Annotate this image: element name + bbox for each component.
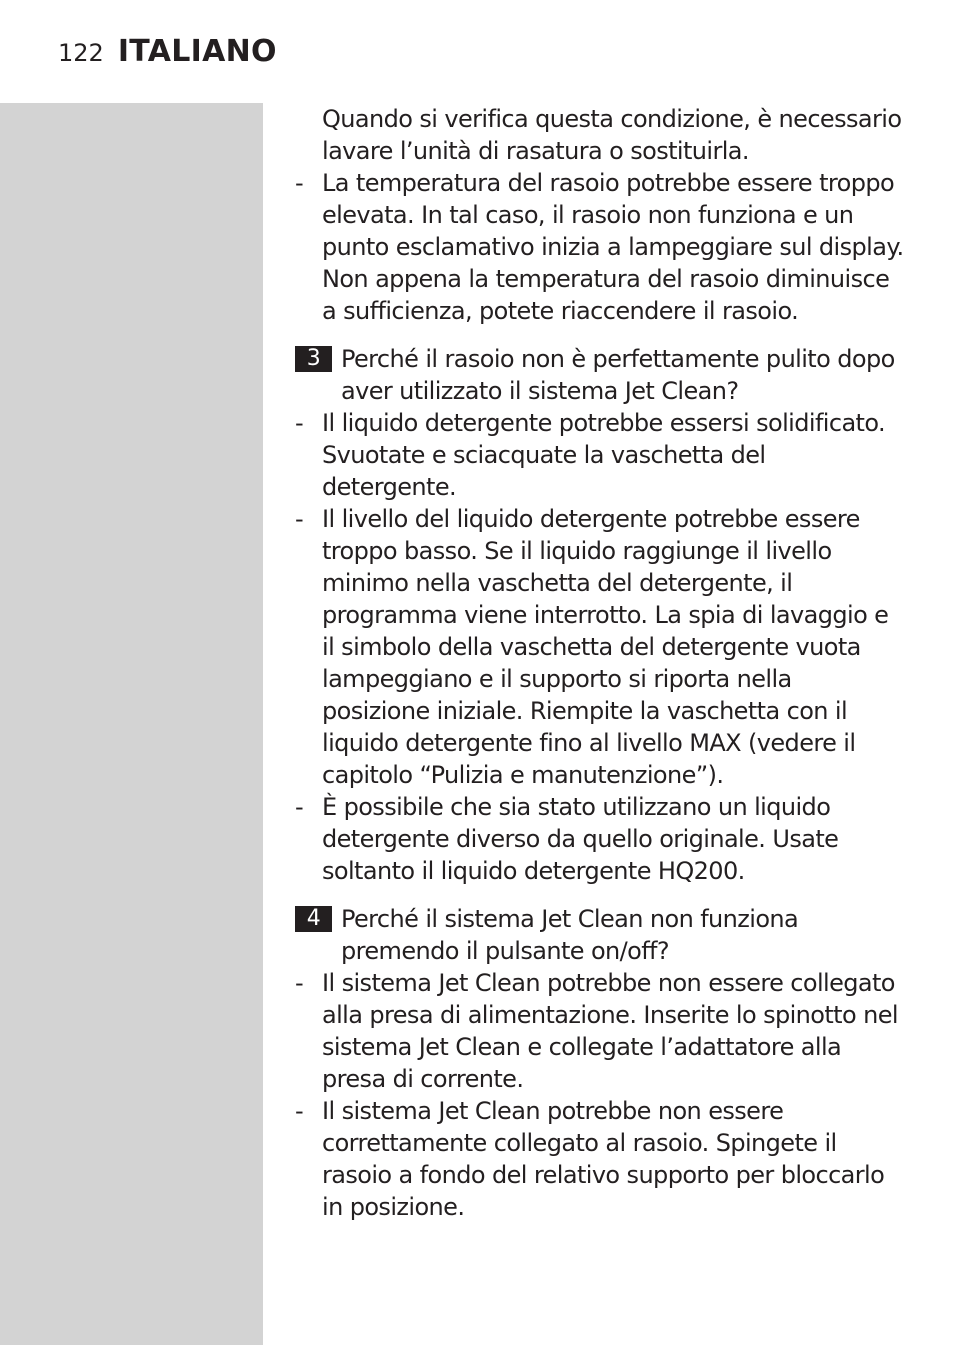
dash-bullet: - xyxy=(295,1097,304,1125)
page-number: 122 xyxy=(58,39,104,67)
list-item xyxy=(295,407,905,503)
question-number-badge: 3 xyxy=(295,346,332,372)
list-item-text: Il sistema Jet Clean potrebbe non essere correttamente collegato al rasoio. Spingete il rasoio a fondo del relativo supporto per bloccarlo in posizione. xyxy=(322,1097,885,1221)
dash-bullet: - xyxy=(295,969,304,997)
question-number-badge: 4 xyxy=(295,906,332,932)
list-item-text: È possibile che sia stato utilizzano un liquido detergente diverso da quello originale. Usate soltanto il liquido detergente HQ200. xyxy=(322,793,839,885)
list-item xyxy=(295,503,905,791)
list-item-text: Il liquido detergente potrebbe essersi solidificato. Svuotate e sciacquate la vaschetta del detergente. xyxy=(322,409,886,501)
list-item xyxy=(295,167,905,327)
list-item-text: Il livello del liquido detergente potrebbe essere troppo basso. Se il liquido raggiunge il livello minimo nella vaschetta del detergente, il programma viene interrotto. La spia di lavaggio e il simbolo della vaschetta del detergente vuota lampeggiano e il supporto si riporta nella posizione iniziale. Riempite la vaschetta con il liquido detergente fino al livello MAX (vedere il capitolo “Pulizia e manutenzione”). xyxy=(322,505,889,789)
list-item xyxy=(295,1095,905,1223)
question-text: Perché il sistema Jet Clean non funziona premendo il pulsante on/off? xyxy=(341,905,799,965)
question-3 xyxy=(295,343,905,407)
dash-bullet: - xyxy=(295,505,304,533)
main-content xyxy=(295,103,905,1223)
continuation-paragraph: Quando si verifica questa condizione, è necessario lavare l’unità di rasatura o sostituirla. xyxy=(322,105,902,165)
list-item xyxy=(295,791,905,887)
dash-bullet: - xyxy=(295,793,304,821)
page-header xyxy=(58,34,277,74)
question-4 xyxy=(295,903,905,967)
list-item-text: La temperatura del rasoio potrebbe essere troppo elevata. In tal caso, il rasoio non funziona e un punto esclamativo inizia a lampeggiare sul display. Non appena la temperatura del rasoio diminuisce a sufficienza, potete riaccendere il rasoio. xyxy=(322,169,904,325)
dash-bullet: - xyxy=(295,409,304,437)
list-item-text: Il sistema Jet Clean potrebbe non essere collegato alla presa di alimentazione. Inserite lo spinotto nel sistema Jet Clean e collegate l’adattatore alla presa di corrente. xyxy=(322,969,898,1093)
question-text: Perché il rasoio non è perfettamente pulito dopo aver utilizzato il sistema Jet Clean? xyxy=(341,345,895,405)
list-item xyxy=(295,967,905,1095)
left-sidebar-panel xyxy=(0,103,263,1345)
dash-bullet: - xyxy=(295,169,304,197)
section-language-title: ITALIANO xyxy=(117,34,277,69)
